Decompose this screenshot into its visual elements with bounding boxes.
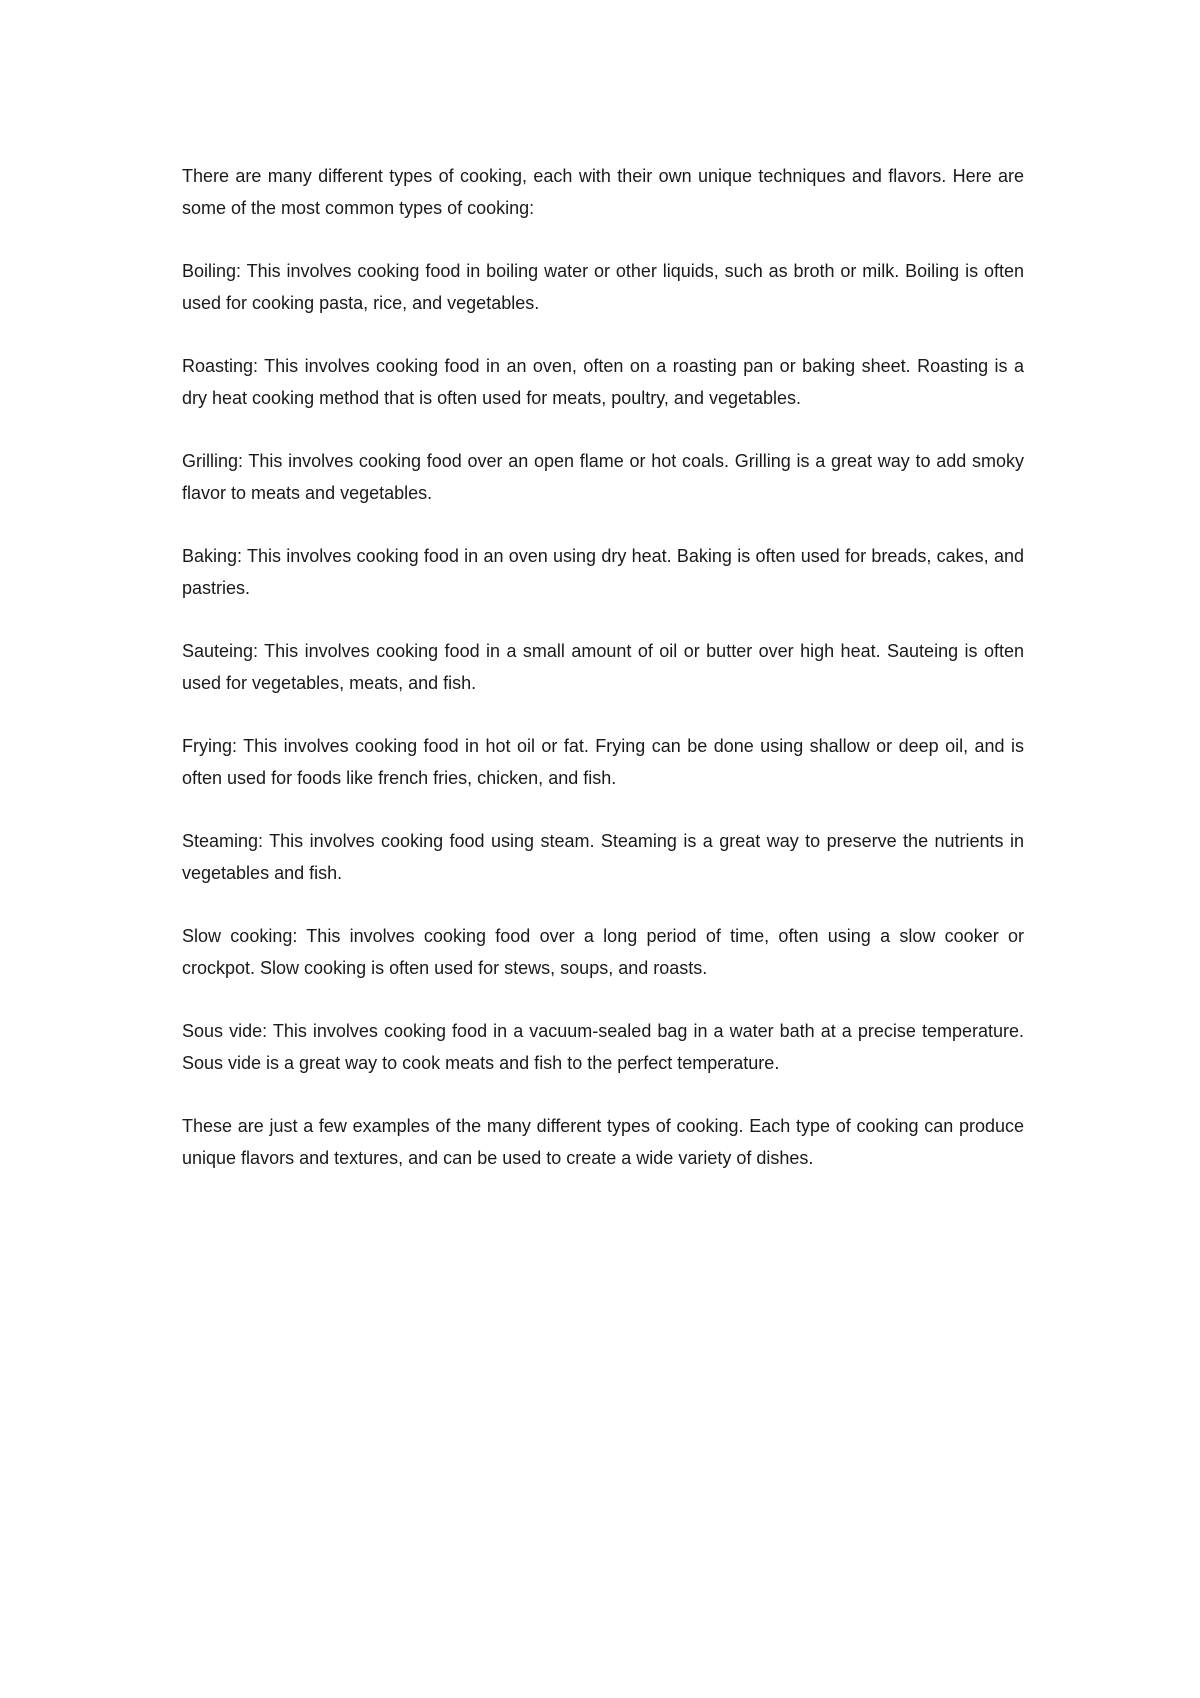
intro-paragraph: There are many different types of cooking, each with their own unique techniques and flavors. Here are some of the most common types of cooking: — [182, 166, 1024, 218]
roasting-paragraph: Roasting: This involves cooking food in an oven, often on a roasting pan or baking sheet. Roasting is a dry heat cooking method that is often used for meats, poultry, and vegetables. — [182, 356, 1024, 408]
boiling-paragraph: Boiling: This involves cooking food in boiling water or other liquids, such as broth or milk. Boiling is often used for cooking pasta, rice, and vegetables. — [182, 261, 1024, 313]
conclusion-paragraph: These are just a few examples of the many different types of cooking. Each type of cooking can produce unique flavors and textures, and can be used to create a wide variety of dishes. — [182, 1116, 1024, 1168]
sous-vide-paragraph: Sous vide: This involves cooking food in a vacuum-sealed bag in a water bath at a precise temperature. Sous vide is a great way to cook meats and fish to the perfect temperature. — [182, 1021, 1024, 1073]
frying-paragraph: Frying: This involves cooking food in hot oil or fat. Frying can be done using shallow or deep oil, and is often used for foods like french fries, chicken, and fish. — [182, 736, 1024, 788]
steaming-paragraph: Steaming: This involves cooking food using steam. Steaming is a great way to preserve the nutrients in vegetables and fish. — [182, 831, 1024, 883]
document-body — [182, 160, 1024, 1205]
grilling-paragraph: Grilling: This involves cooking food over an open flame or hot coals. Grilling is a great way to add smoky flavor to meats and vegetables. — [182, 451, 1024, 503]
slow-cooking-paragraph: Slow cooking: This involves cooking food over a long period of time, often using a slow cooker or crockpot. Slow cooking is often used for stews, soups, and roasts. — [182, 926, 1024, 978]
baking-paragraph: Baking: This involves cooking food in an oven using dry heat. Baking is often used for breads, cakes, and pastries. — [182, 546, 1024, 598]
sauteing-paragraph: Sauteing: This involves cooking food in a small amount of oil or butter over high heat. Sauteing is often used for vegetables, meats, and fish. — [182, 641, 1024, 693]
